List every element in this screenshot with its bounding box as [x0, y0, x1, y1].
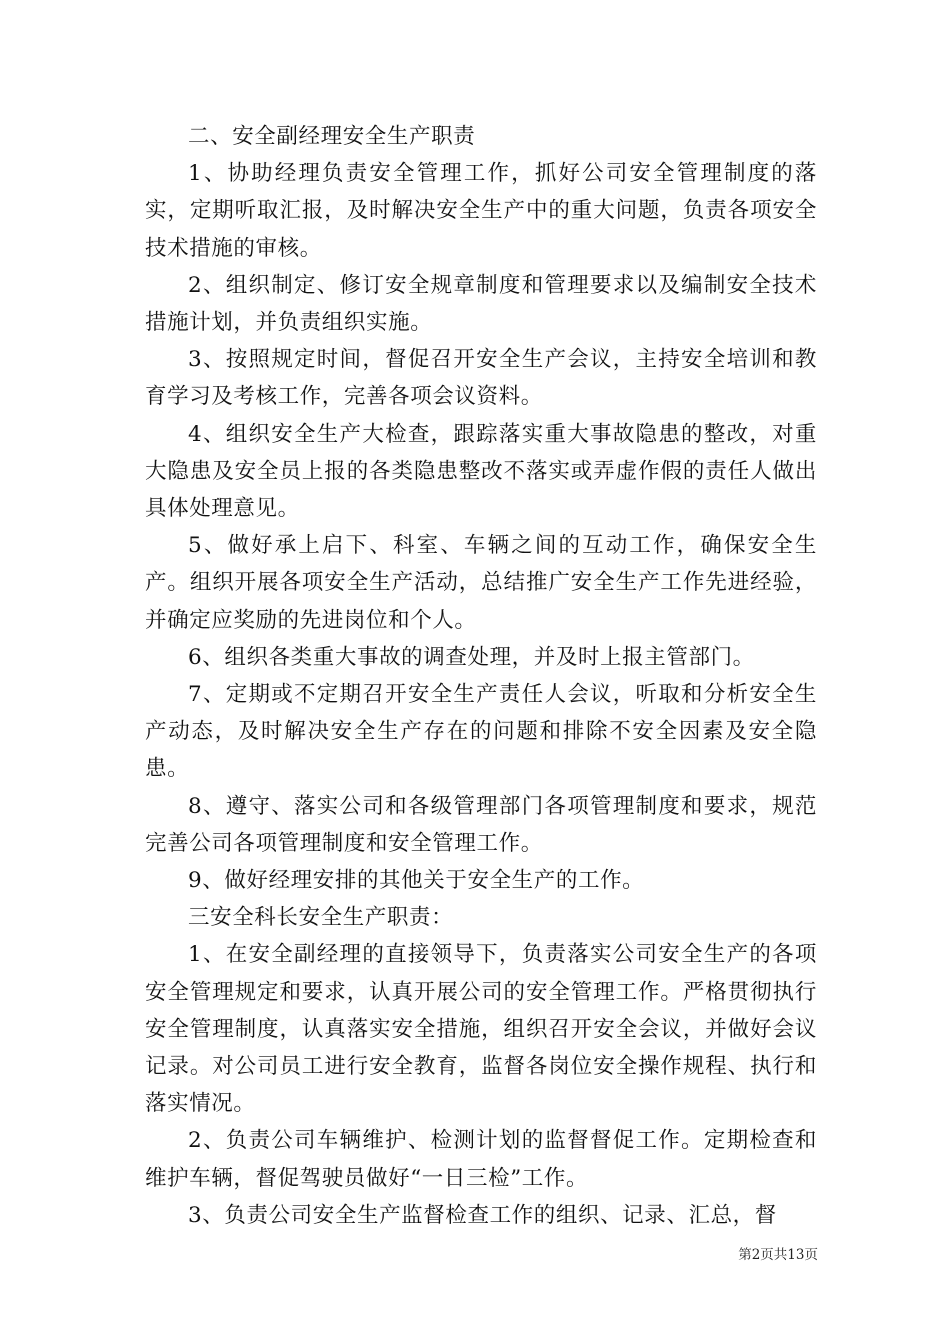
- paragraph-item-7: 7、定期或不定期召开安全生产责任人会议，听取和分析安全生产动态，及时解决安全生产存在的问题和排除不安全因素及安全隐患。: [145, 682, 817, 782]
- page-number: 第2页共13页: [738, 1247, 818, 1263]
- paragraph-item-6: 6、组织各类重大事故的调查处理，并及时上报主管部门。: [188, 644, 755, 670]
- paragraph-item-3: 3、按照规定时间，督促召开安全生产会议，主持安全培训和教育学习及考核工作，完善各项会议资料。: [145, 347, 817, 410]
- paragraph-item-2: 2、组织制定、修订安全规章制度和管理要求以及编制安全技术措施计划，并负责组织实施。: [145, 272, 817, 336]
- paragraph-item-4: 4、组织安全生产大检查，跟踪落实重大事故隐患的整改，对重大隐患及安全员上报的各类隐患整改不落实或弄虚作假的责任人做出具体处理意见。: [145, 421, 817, 522]
- paragraph-item-s3-2: 2、负责公司车辆维护、检测计划的监督督促工作。定期检查和维护车辆，督促驾驶员做好“一日三检”工作。: [145, 1128, 817, 1191]
- paragraph-item-s3-3: 3、负责公司安全生产监督检查工作的组织、记录、汇总，督: [188, 1202, 777, 1228]
- paragraph-item-s3-1: 1、在安全副经理的直接领导下，负责落实公司安全生产的各项安全管理规定和要求，认真开展公司的安全管理工作。严格贯彻执行安全管理制度，认真落实安全措施，组织召开安全会议，并做好会议记录。对公司员工进行安全教育，监督各岗位安全操作规程、执行和落实情况。: [145, 942, 817, 1117]
- paragraph-item-9: 9、做好经理安排的其他关于安全生产的工作。: [188, 868, 645, 894]
- section-heading-3: 三安全科长安全生产职责：: [188, 905, 454, 931]
- document-body: [145, 118, 817, 1234]
- section-heading-2: 二、安全副经理安全生产职责: [188, 124, 476, 149]
- paragraph-item-8: 8、遵守、落实公司和各级管理部门各项管理制度和要求，规范完善公司各项管理制度和安全管理工作。: [145, 793, 817, 856]
- paragraph-item-1: 1、协助经理负责安全管理工作，抓好公司安全管理制度的落实，定期听取汇报，及时解决安全生产中的重大问题，负责各项安全技术措施的审核。: [145, 161, 817, 261]
- paragraph-item-5: 5、做好承上启下、科室、车辆之间的互动工作，确保安全生产。组织开展各项安全生产活动，总结推广安全生产工作先进经验，并确定应奖励的先进岗位和个人。: [145, 533, 817, 633]
